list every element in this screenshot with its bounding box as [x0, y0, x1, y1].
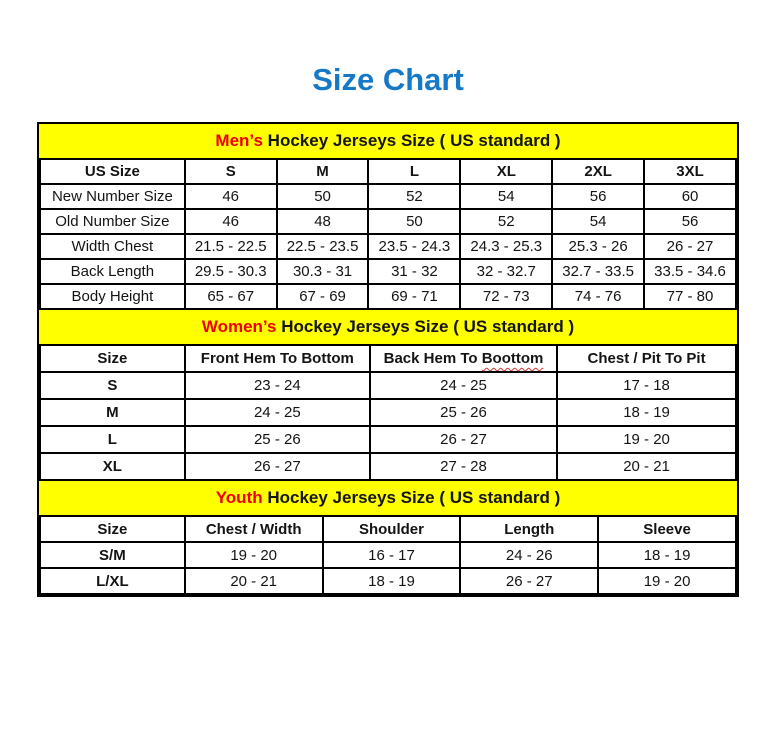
mens-value-cell: 26 - 27 [644, 234, 736, 259]
womens-table-row [40, 453, 736, 480]
youth-header-cell: Chest / Width [185, 516, 323, 542]
mens-row-label-cell: Back Length [40, 259, 185, 284]
mens-header-cell: 3XL [644, 159, 736, 184]
womens-header-cell: Size [40, 345, 185, 372]
youth-header-cell: Length [460, 516, 598, 542]
youth-table-row [40, 542, 736, 568]
misspelled-word: Boottom [481, 350, 544, 367]
mens-table-row [40, 259, 736, 284]
youth-row-label-cell: L/XL [40, 568, 185, 594]
womens-row-label-cell: L [40, 426, 185, 453]
mens-value-cell: 21.5 - 22.5 [185, 234, 277, 259]
mens-value-cell: 56 [644, 209, 736, 234]
mens-header-cell: XL [460, 159, 552, 184]
mens-section-banner [39, 124, 737, 158]
youth-table-row [40, 568, 736, 594]
womens-value-cell: 18 - 19 [557, 399, 736, 426]
mens-value-cell: 46 [185, 209, 277, 234]
mens-value-cell: 22.5 - 23.5 [277, 234, 369, 259]
mens-row-label-cell: New Number Size [40, 184, 185, 209]
mens-value-cell: 46 [185, 184, 277, 209]
mens-banner-text: Hockey Jerseys Size ( US standard ) [262, 131, 561, 150]
youth-banner-text: Hockey Jerseys Size ( US standard ) [262, 488, 561, 507]
womens-banner-highlight: Women’s [201, 317, 277, 336]
womens-value-cell: 27 - 28 [370, 453, 557, 480]
mens-header-cell: S [185, 159, 277, 184]
youth-value-cell: 19 - 20 [185, 542, 323, 568]
mens-value-cell: 30.3 - 31 [277, 259, 369, 284]
mens-value-cell: 48 [277, 209, 369, 234]
womens-table-row [40, 399, 736, 426]
womens-value-cell: 26 - 27 [185, 453, 370, 480]
mens-value-cell: 33.5 - 34.6 [644, 259, 736, 284]
mens-value-cell: 31 - 32 [368, 259, 460, 284]
mens-row-label-cell: Width Chest [40, 234, 185, 259]
womens-value-cell: 17 - 18 [557, 372, 736, 399]
womens-value-cell: 20 - 21 [557, 453, 736, 480]
size-chart-tables [37, 122, 739, 597]
womens-value-cell: 25 - 26 [185, 426, 370, 453]
womens-value-cell: 24 - 25 [370, 372, 557, 399]
womens-row-label-cell: S [40, 372, 185, 399]
mens-banner-highlight: Men’s [215, 131, 263, 150]
youth-value-cell: 18 - 19 [323, 568, 461, 594]
mens-header-cell: M [277, 159, 369, 184]
mens-value-cell: 24.3 - 25.3 [460, 234, 552, 259]
mens-header-cell: US Size [40, 159, 185, 184]
page-title: Size Chart [312, 62, 464, 97]
youth-value-cell: 16 - 17 [323, 542, 461, 568]
youth-header-cell: Shoulder [323, 516, 461, 542]
mens-header-cell: L [368, 159, 460, 184]
mens-header-cell: 2XL [552, 159, 644, 184]
youth-value-cell: 20 - 21 [185, 568, 323, 594]
womens-header-cell: Front Hem To Bottom [185, 345, 370, 372]
womens-value-cell: 19 - 20 [557, 426, 736, 453]
womens-section-banner [39, 310, 737, 344]
mens-table-row [40, 234, 736, 259]
size-chart-page [0, 62, 776, 597]
womens-header-cell: Chest / Pit To Pit [557, 345, 736, 372]
mens-value-cell: 72 - 73 [460, 284, 552, 309]
mens-value-cell: 52 [368, 184, 460, 209]
womens-value-cell: 26 - 27 [370, 426, 557, 453]
mens-value-cell: 74 - 76 [552, 284, 644, 309]
womens-table-row [40, 426, 736, 453]
youth-value-cell: 18 - 19 [598, 542, 736, 568]
mens-value-cell: 56 [552, 184, 644, 209]
youth-banner-highlight: Youth [215, 488, 263, 507]
womens-row-label-cell: XL [40, 453, 185, 480]
youth-row-label-cell: S/M [40, 542, 185, 568]
mens-value-cell: 25.3 - 26 [552, 234, 644, 259]
mens-value-cell: 50 [277, 184, 369, 209]
womens-size-table [39, 344, 737, 481]
youth-header-cell: Size [40, 516, 185, 542]
mens-value-cell: 32.7 - 33.5 [552, 259, 644, 284]
mens-value-cell: 32 - 32.7 [460, 259, 552, 284]
youth-value-cell: 26 - 27 [460, 568, 598, 594]
womens-value-cell: 24 - 25 [185, 399, 370, 426]
mens-value-cell: 50 [368, 209, 460, 234]
womens-table-row [40, 372, 736, 399]
mens-row-label-cell: Body Height [40, 284, 185, 309]
mens-value-cell: 65 - 67 [185, 284, 277, 309]
mens-row-label-cell: Old Number Size [40, 209, 185, 234]
womens-header-cell: Back Hem To Boottom [370, 345, 557, 372]
youth-header-cell: Sleeve [598, 516, 736, 542]
mens-table-row [40, 209, 736, 234]
mens-value-cell: 54 [552, 209, 644, 234]
mens-value-cell: 60 [644, 184, 736, 209]
mens-value-cell: 23.5 - 24.3 [368, 234, 460, 259]
womens-value-cell: 25 - 26 [370, 399, 557, 426]
womens-header-row [40, 345, 736, 372]
youth-header-row [40, 516, 736, 542]
womens-value-cell: 23 - 24 [185, 372, 370, 399]
youth-value-cell: 19 - 20 [598, 568, 736, 594]
youth-size-table [39, 515, 737, 595]
youth-value-cell: 24 - 26 [460, 542, 598, 568]
womens-banner-text: Hockey Jerseys Size ( US standard ) [276, 317, 575, 336]
mens-size-table [39, 158, 737, 310]
mens-value-cell: 29.5 - 30.3 [185, 259, 277, 284]
mens-table-row [40, 184, 736, 209]
youth-section-banner [39, 481, 737, 515]
mens-table-row [40, 284, 736, 309]
mens-value-cell: 52 [460, 209, 552, 234]
womens-row-label-cell: M [40, 399, 185, 426]
mens-value-cell: 67 - 69 [277, 284, 369, 309]
mens-value-cell: 54 [460, 184, 552, 209]
mens-value-cell: 77 - 80 [644, 284, 736, 309]
mens-value-cell: 69 - 71 [368, 284, 460, 309]
mens-header-row [40, 159, 736, 184]
